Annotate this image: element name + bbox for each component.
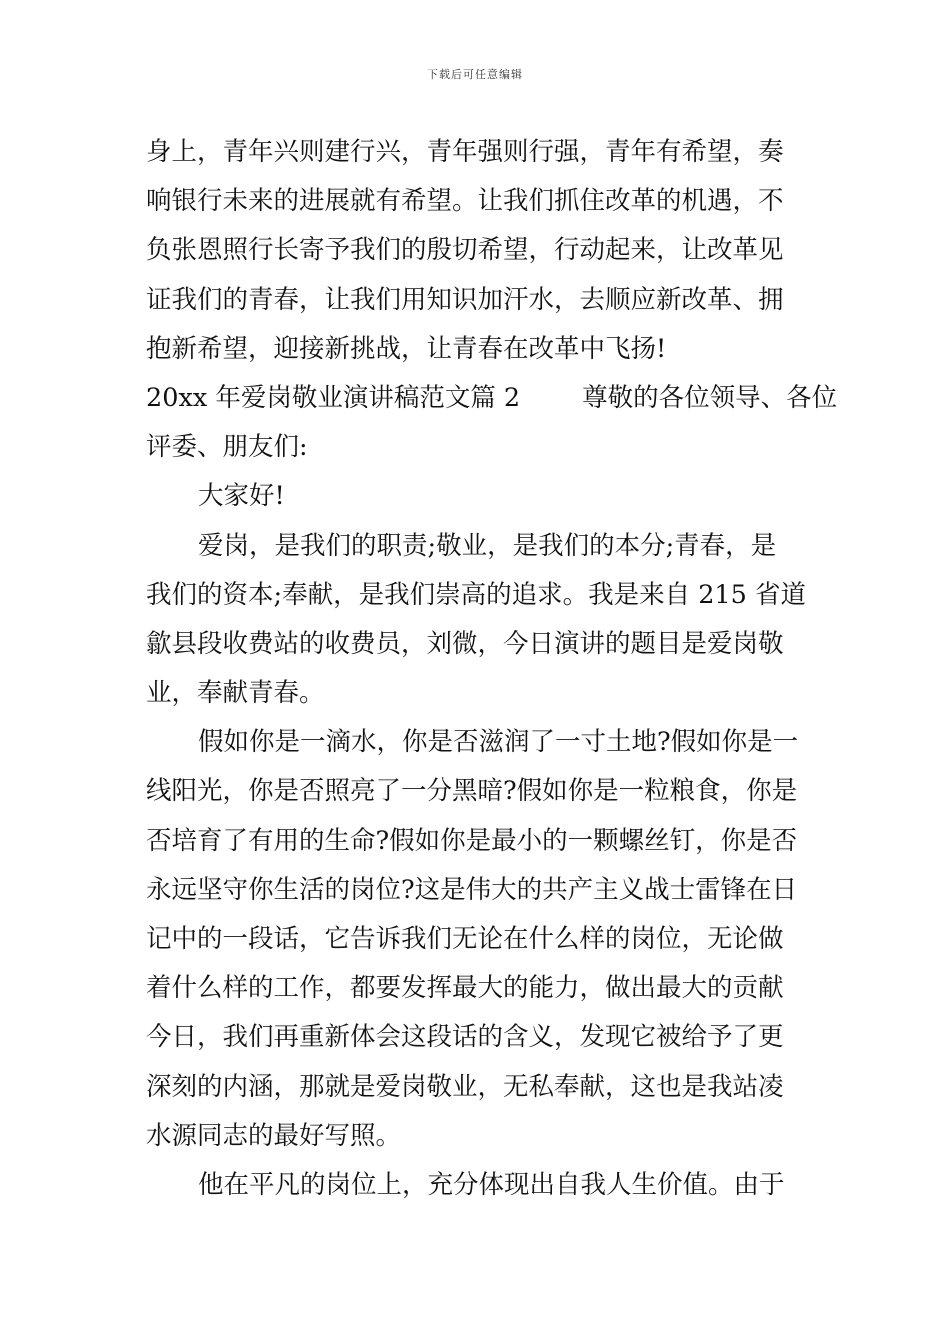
greeting: 大家好! [198, 481, 285, 512]
text-line: 抱新希望，迎接新挑战，让青春在改革中飞扬! [146, 333, 667, 364]
section-title: 20xx 年爱岗敬业演讲稿范文篇 2 [146, 382, 521, 413]
salutation-cont: 评委、朋友们: [146, 432, 308, 463]
paragraph-line: 深刻的内涵，那就是爱岗敬业，无私奉献，这也是我站凌 [146, 1071, 784, 1102]
paragraph-line: 着什么样的工作，都要发挥最大的能力，做出最大的贡献 [146, 973, 784, 1004]
paragraph-line: 今日，我们再重新体会这段话的含义，发现它被给予了更 [146, 1022, 784, 1053]
salutation: 尊敬的各位领导、各位 [582, 382, 838, 413]
paragraph-line: 否培育了有用的生命?假如你是最小的一颗螺丝钉，你是否 [146, 825, 798, 856]
page-header-note: 下载后可任意编辑 [427, 68, 523, 81]
paragraph-line: 歙县段收费站的收费员，刘微，今日演讲的题目是爱岗敬 [146, 628, 784, 659]
text-line: 响银行未来的进展就有希望。让我们抓住改革的机遇，不 [146, 186, 784, 217]
paragraph-line: 线阳光，你是否照亮了一分黑暗?假如你是一粒粮食，你是 [146, 776, 798, 807]
paragraph-line: 水源同志的最好写照。 [146, 1120, 402, 1151]
paragraph-line: 他在平凡的岗位上，充分体现出自我人生价值。由于 [198, 1169, 785, 1200]
section-title-line [146, 374, 838, 423]
paragraph-line: 爱岗，是我们的职责;敬业，是我们的本分;青春，是 [198, 530, 777, 561]
text-line: 身上，青年兴则建行兴，青年强则行强，青年有希望，奏 [146, 137, 784, 167]
paragraph-line: 永远坚守你生活的岗位?这是伟大的共产主义战士雷锋在日 [146, 874, 798, 905]
text-line: 负张恩照行长寄予我们的殷切希望，行动起来，让改革见 [146, 235, 784, 266]
paragraph-line: 业，奉献青春。 [146, 678, 325, 709]
document-body [146, 128, 838, 1210]
text-line: 证我们的青春，让我们用知识加汗水，去顺应新改革、拥 [146, 284, 784, 315]
paragraph-line: 假如你是一滴水，你是否滋润了一寸土地?假如你是一 [198, 727, 799, 758]
paragraph-line: 记中的一段话，它告诉我们无论在什么样的岗位，无论做 [146, 924, 784, 954]
paragraph-line: 我们的资本;奉献，是我们崇高的追求。我是来自 215 省道 [146, 579, 806, 610]
